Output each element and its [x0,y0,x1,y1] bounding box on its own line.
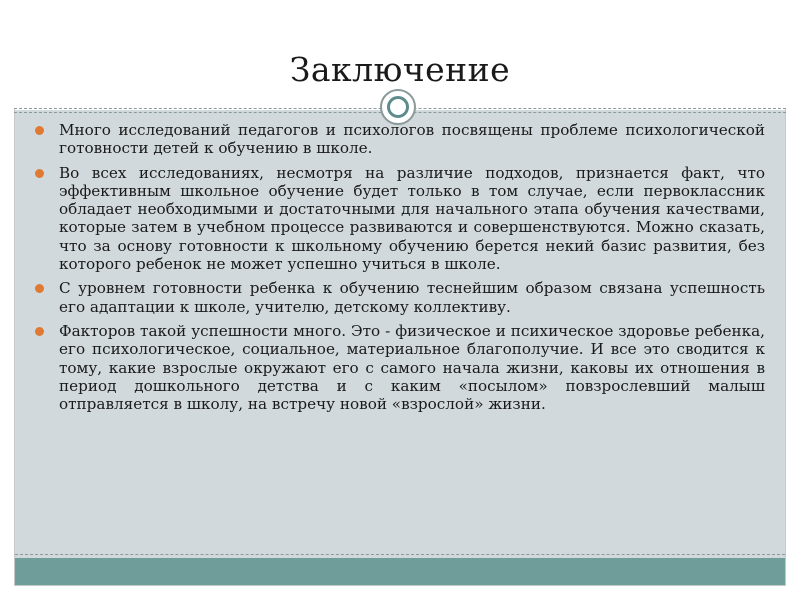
bullet-item [35,121,765,158]
bullet-list [35,121,765,419]
bullet-text: С уровнем готовности ребенка к обучению теснейшим образом связана успешность его адаптации к школе, учителю, детскому коллективу. [59,279,765,316]
bullet-item [35,279,765,316]
circle-ornament-icon [380,89,416,125]
bullet-text: Во всех исследованиях, несмотря на различие подходов, признается факт, что эффективным школьное обучение будет только в том случае, если первоклассник обладает необходимыми и достаточными для начального этапа обучения качествами, которые затем в учебном процессе развиваются и совершенствуются. Можно сказать, что за основу готовности к школьному обучению берется некий базис развития, без которого ребенок не может успешно учиться в школе. [59,163,765,274]
slide-title: Заключение [289,50,511,89]
circle-ornament-inner [387,96,409,118]
bullet-text: Много исследований педагогов и психологов посвящены проблеме психологической готовности детей к обучению в школе. [59,121,765,158]
bullet-dot-icon [35,169,44,178]
footer-divider [15,554,785,555]
bullet-item [35,322,765,413]
bullet-item [35,164,765,274]
bullet-text: Факторов такой успешности много. Это - физическое и психическое здоровье ребенка, его психологическое, социальное, материальное благополучие. И все это сводится к тому, какие взрослые окружают его с самого начала жизни, каковы их отношения в период дошкольного детства и с каким «посылом» повзрослевший малыш отправляется в школу, на встречу новой «взрослой» жизни. [59,321,765,414]
bullet-dot-icon [35,284,44,293]
bullet-dot-icon [35,327,44,336]
bullet-dot-icon [35,126,44,135]
footer-band [15,558,785,585]
